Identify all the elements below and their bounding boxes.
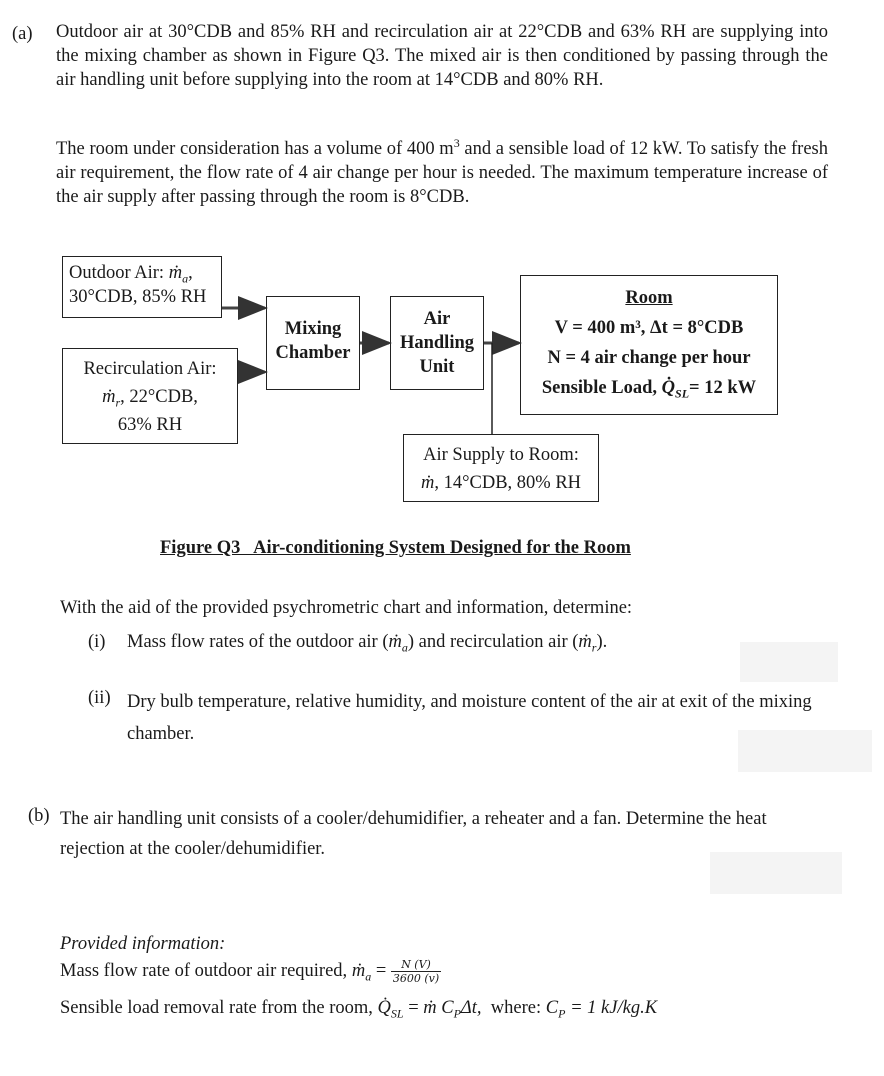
questions-intro: With the aid of the provided psychrometric chart and information, determine: (60, 598, 633, 618)
question-i-text: Mass flow rates of the outdoor air (ṁ$_a$) and recirculation air (ṁ$_r$). (127, 632, 608, 655)
provided-heading: Provided information: (60, 934, 226, 954)
question-ii-text: Dry bulb temperature, relative humidity, and moisture content of the air at exit of the mixing chamber. (127, 692, 812, 744)
provided-line-2: Sensible load removal rate from the room, $Q̇_{SL}$ = ṁ $C_P\Delta t$, where: $C_P = 1$ kJ/kg.K (60, 998, 658, 1021)
figure-caption: Figure Q3 Air-conditioning System Designed for the Room (160, 538, 631, 558)
blank-area (740, 642, 838, 682)
part-a-label: (a) (12, 24, 33, 44)
part-b-label: (b) (28, 806, 50, 826)
mixing-chamber-box: Mixing Chamber (266, 296, 360, 390)
part-b-text: The air handling unit consists of a cooler/dehumidifier, a reheater and a fan. Determine the heat rejection at the cooler/dehumidifier. (60, 809, 767, 859)
question-i-label: (i) (88, 632, 106, 652)
mass-flow-fraction: $\frac{N (V)}{3600 (v)}$ (392, 958, 440, 985)
part-a-paragraph-2: The room under consideration has a volume of 400 $m^3$ and a sensible load of 12 kW. To satisfy the fresh air requirement, the flow rate of 4 air change per hour is needed. The maximum temperature increase of the air supply after passing through the room is 8°CDB. (56, 135, 828, 207)
air-handling-unit-box: Air Handling Unit (390, 296, 484, 390)
air-supply-box: Air Supply to Room: ṁ, 14°CDB, 80% RH (403, 434, 599, 502)
question-ii-label: (ii) (88, 688, 111, 708)
outdoor-air-box: Outdoor Air: ṁ$_a$, 30°CDB, 85% RH (62, 256, 222, 318)
recirculation-air-box: Recirculation Air: ṁ$_r$, 22°CDB, 63% RH (62, 348, 238, 444)
room-box: Room V = 400 m³, Δt = 8°CDB N = 4 air change per hour Sensible Load, $Q̇_{SL}= 12$ kW (520, 275, 778, 415)
part-a-paragraph-1: Outdoor air at 30°CDB and 85% RH and recirculation air at 22°CDB and 63% RH are supplying into the mixing chamber as shown in Figure Q3. The mixed air is then conditioned by passing through the air handling unit before supplying into the room at 14°CDB and 80% RH. (56, 22, 828, 90)
provided-line-1: Mass flow rate of outdoor air required, ṁ$_a$ = $\frac{N (V)}{3600 (v)}$ (60, 958, 440, 985)
